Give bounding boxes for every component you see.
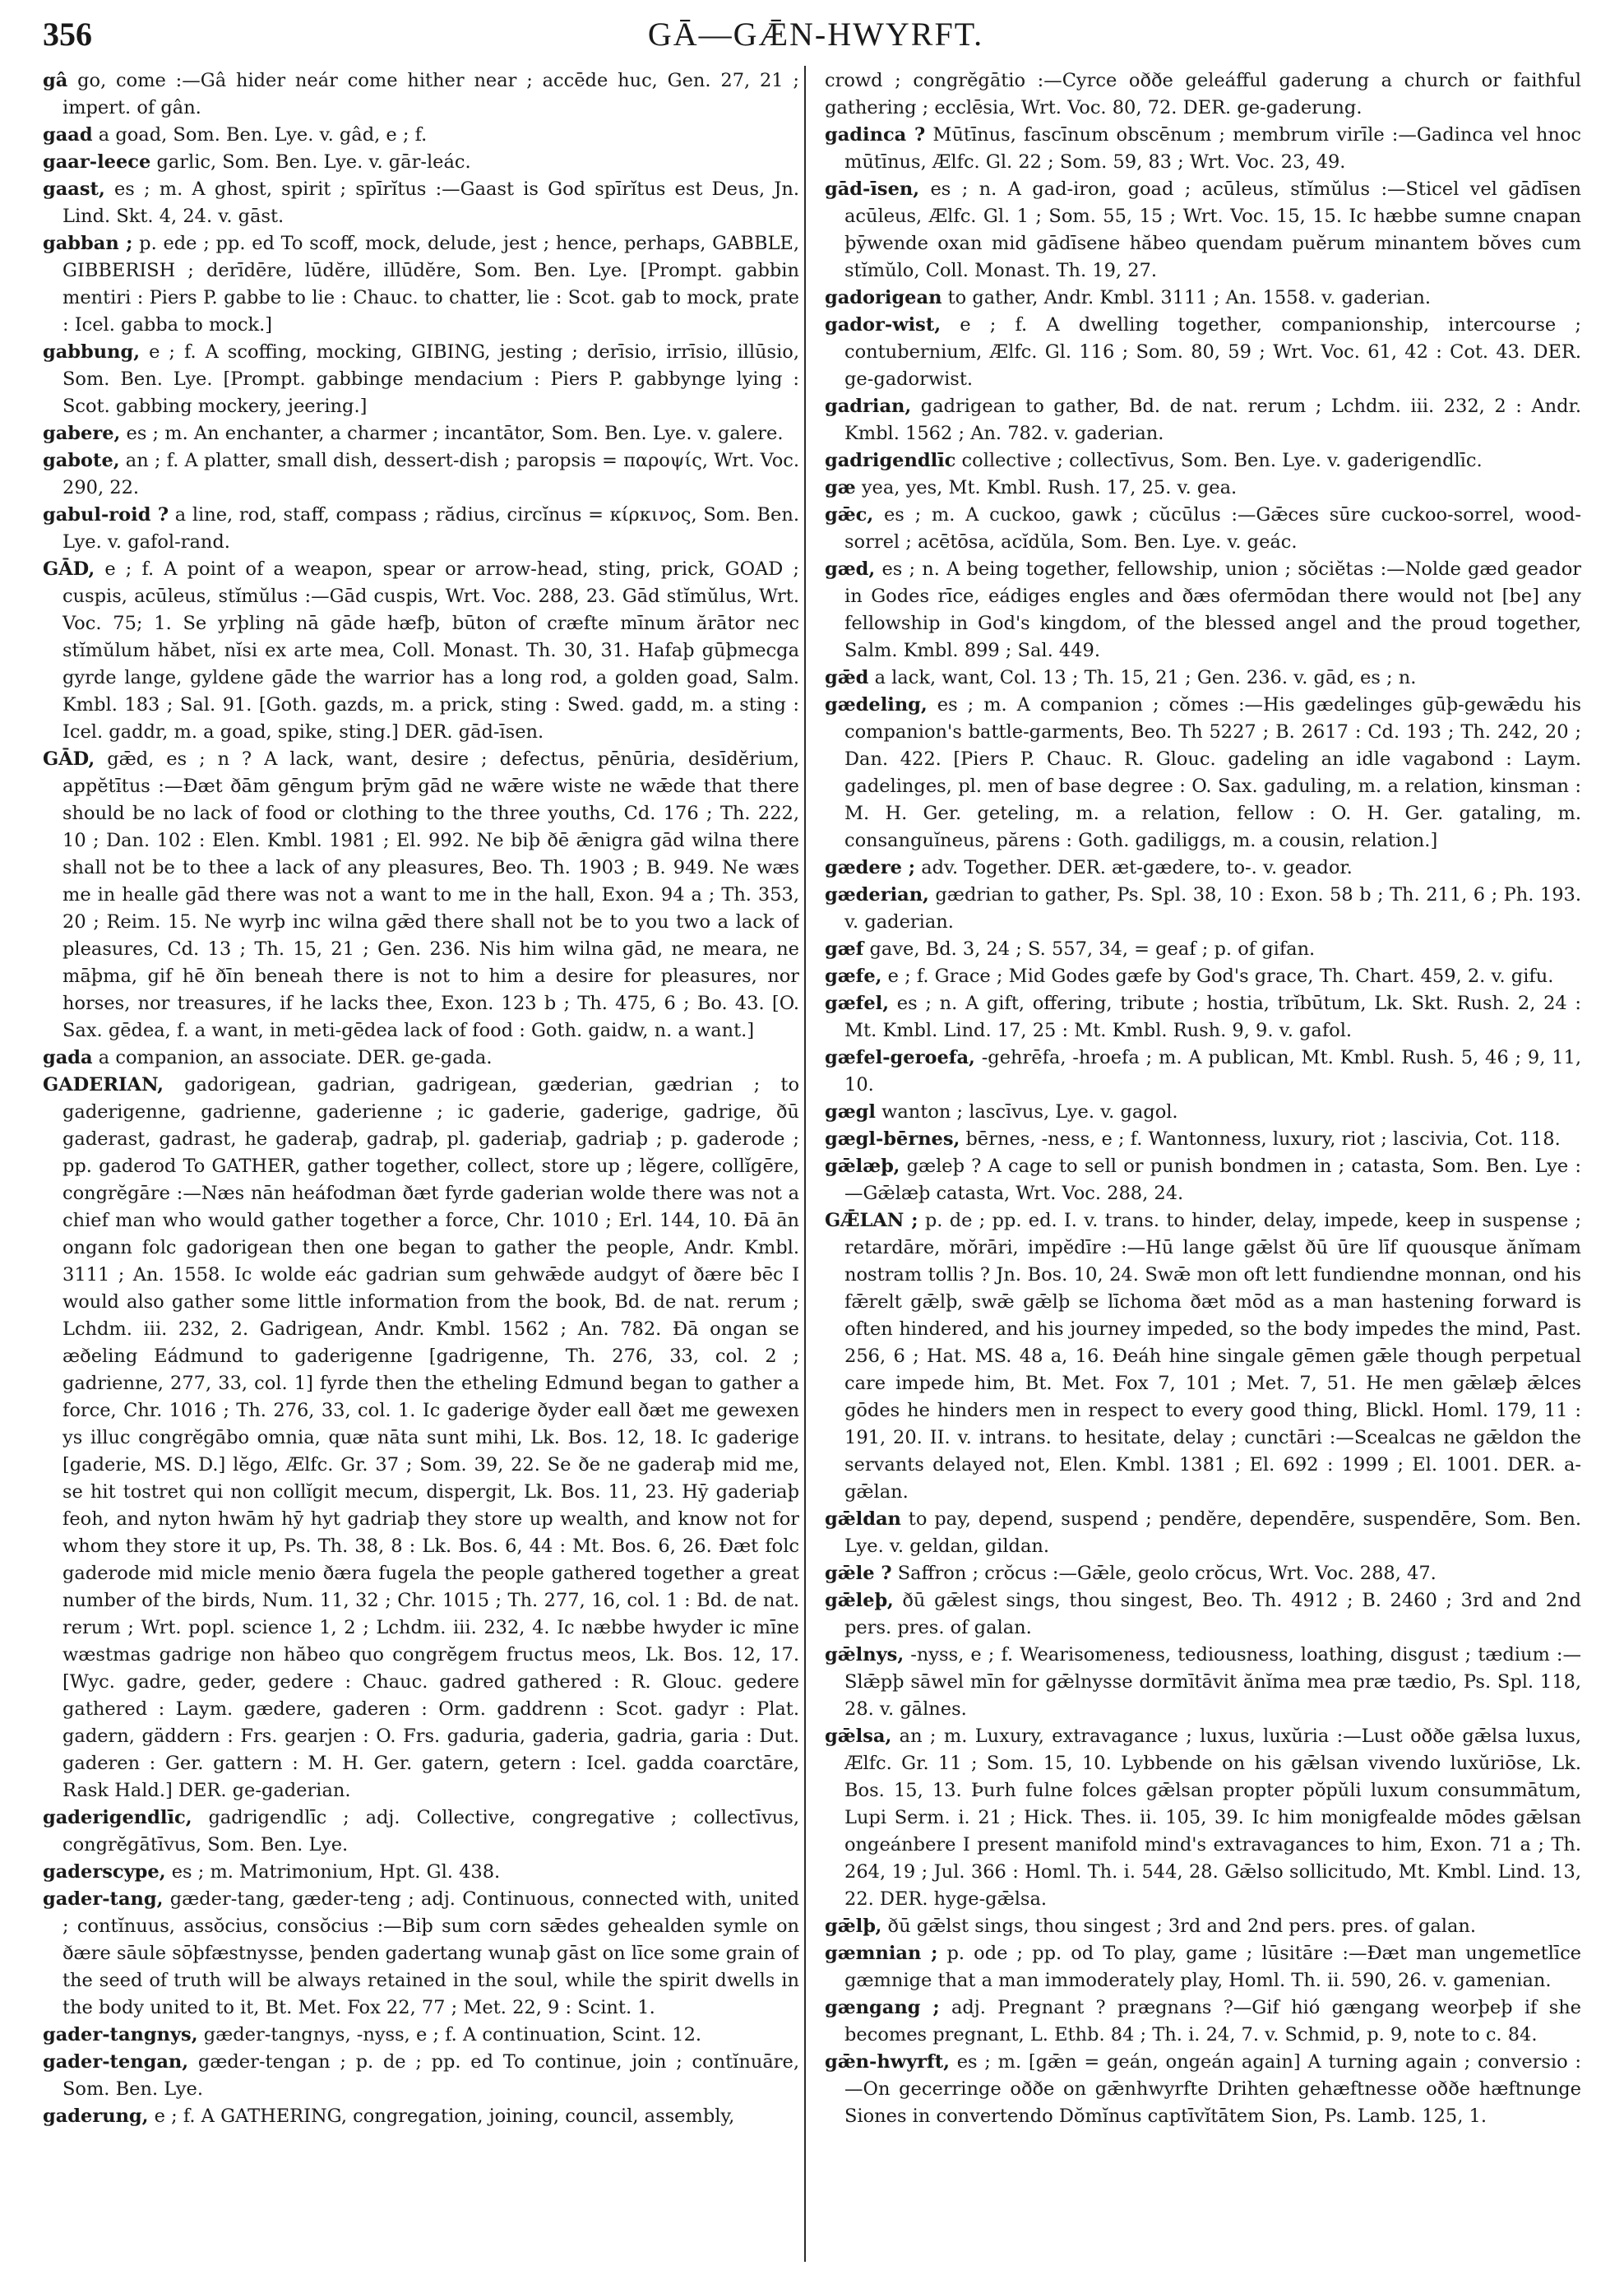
- entry-headword: gaderscype,: [43, 1861, 166, 1883]
- dictionary-entry: [43, 420, 799, 447]
- entry-headword: gadorigean: [825, 287, 942, 308]
- dictionary-entry: [825, 447, 1581, 475]
- dictionary-entry: [43, 746, 799, 1045]
- entry-text: garlic, Som. Ben. Lye. v. gār-leác.: [156, 151, 471, 173]
- entry-headword: gader-tangnys,: [43, 2024, 198, 2045]
- entry-headword: gǣldan: [825, 1508, 901, 1530]
- entry-text: gǣd, es ; n ? A lack, want, desire ; defectus, pēnūria, desīdĕrium, appĕtītus :—Ðæt ðām gēngum þrȳm gād ne wǣre wiste ne wǣde that there should be no lack of food or clothing to the three youths, Cd. 176 ; Th. 222, 10 ; Dan. 102 : Elen. Kmbl. 1981 ; El. 992. Ne biþ ðē ǣnigra gād wilna there shall not be to thee a lack of any pleasures, Beo. Th. 1903 ; B. 949. Ne wæs me in healle gād there was not a want to me in the hall, Exon. 94 a ; Th. 353, 20 ; Reim. 15. Ne wyrþ inc wilna gǣd there shall not be to you two a lack of pleasures, Cd. 13 ; Th. 15, 21 ; Gen. 236. Nis him wilna gād, ne meara, ne māþma, gif hē ðīn beneah there is not to him a desire for pleasures, nor horses, nor treasures, if he lacks thee, Exon. 123 b ; Th. 475, 6 ; Bo. 43. [O. Sax. gēdea, f. a want, in meti-gēdea lack of food : Goth. gaidw, n. a want.]: [62, 748, 799, 1041]
- entry-text: es ; m. A cuckoo, gawk ; cŭcūlus :—Gǣces sūre cuckoo-sorrel, wood-sorrel ; acētōsa, acĭdŭla, Som. Ben. Lye. v. geác.: [844, 504, 1581, 553]
- entry-headword: gæfe,: [825, 966, 882, 987]
- dictionary-entry: [825, 692, 1581, 855]
- entry-text: es ; m. A companion ; cŏmes :—His gædelinges gūþ-gewǣdu his companion's battle-garments, Beo. Th 5227 ; B. 2617 : Cd. 193 ; Th. 242, 20 ; Dan. 422. [Piers P. Chauc. R. Glouc. gadeling an idle vagabond : Laym. gadelinges, pl. men of base degree : O. Sax. gaduling, m. a relation, kinsman : M. H. Ger. geteling, m. a relation, fellow : O. H. Ger. gataling, m. consanguĭneus, părens : Goth. gadiliggs, m. a cousin, relation.]: [844, 694, 1581, 851]
- dictionary-entry: [825, 1723, 1581, 1913]
- entry-text: e ; f. Grace ; Mid Godes gæfe by God's grace, Th. Chart. 459, 2. v. gifu.: [887, 966, 1554, 987]
- entry-headword: gǣleþ,: [825, 1590, 894, 1611]
- dictionary-entry: [43, 2022, 799, 2049]
- dictionary-entry: [825, 1506, 1581, 1560]
- dictionary-entry: [43, 1859, 799, 1886]
- entry-headword: gadinca ?: [825, 124, 926, 146]
- entry-text: a goad, Som. Ben. Lye. v. gâd, e ; f.: [98, 124, 428, 146]
- dictionary-entry: [43, 556, 799, 746]
- dictionary-entry: [825, 176, 1581, 285]
- entry-headword: gæmnian ;: [825, 1943, 938, 1964]
- entry-text: adj. Pregnant ? prægnans ?—Gif hió gængang weorþeþ if she becomes pregnant, L. Ethb. 84 ; Th. i. 24, 7. v. Schmid, p. 9, note to c. 84.: [844, 1997, 1581, 2045]
- dictionary-entry: [825, 1099, 1581, 1126]
- entry-text: ðū gǣlst sings, thou singest ; 3rd and 2nd pers. pres. of galan.: [887, 1916, 1477, 1937]
- dictionary-entry: [825, 2049, 1581, 2130]
- entry-headword: gabere,: [43, 423, 121, 444]
- dictionary-entry: [43, 1072, 799, 1804]
- entry-text: -nyss, e ; f. Wearisomeness, tediousness, loathing, disgust ; tædium :—Slǣpþ sāwel mīn for gǣlnysse dormītāvit ănĭma mea præ tædio, Ps. Spl. 118, 28. v. gālnes.: [844, 1644, 1581, 1720]
- entry-text: es ; m. A ghost, spirit ; spīrĭtus :—Gaast is God spīrĭtus est Deus, Jn. Lind. Skt. 4, 24. v. gāst.: [62, 178, 799, 227]
- dictionary-entry: [825, 475, 1581, 502]
- entry-text: a line, rod, staff, compass ; rădius, circĭnus = κίρκινος, Som. Ben. Lye. v. gafol-rand.: [62, 504, 799, 553]
- page-number: 356: [43, 16, 92, 53]
- entry-headword: gǣlsa,: [825, 1726, 892, 1747]
- entry-headword: gadrigendlīc: [825, 450, 956, 471]
- entry-text: bērnes, -ness, e ; f. Wantonness, luxury, riot ; lascivia, Cot. 118.: [965, 1128, 1561, 1150]
- entry-text: yea, yes, Mt. Kmbl. Rush. 17, 25. v. gea.: [861, 477, 1238, 498]
- entry-text: gadrigean to gather, Bd. de nat. rerum ; Lchdm. iii. 232, 2 : Andr. Kmbl. 1562 ; An. 782. v. gaderian.: [844, 396, 1581, 444]
- entry-text: es ; m. Matrimonium, Hpt. Gl. 438.: [171, 1861, 501, 1883]
- entry-headword: gaad: [43, 124, 93, 146]
- dictionary-entry: [825, 1994, 1581, 2049]
- entry-headword: gader-tengan,: [43, 2051, 189, 2073]
- entry-headword: gâ: [43, 70, 68, 91]
- entry-headword: gadrian,: [825, 396, 912, 417]
- entry-text: e ; f. A scoffing, mocking, GIBING, jesting ; derīsio, irrīsio, illūsio, Som. Ben. Lye. [Prompt. gabbinge mendacium : Piers P. gabbynge lying : Scot. gabbing mockery, jeering.]: [62, 341, 799, 417]
- entry-text: gæleþ ? A cage to sell or punish bondmen in ; catasta, Som. Ben. Lye :—Gǣlæþ catasta, Wrt. Voc. 288, 24.: [844, 1156, 1581, 1204]
- dictionary-entry: [825, 1207, 1581, 1506]
- entry-headword: gaderigendlīc,: [43, 1807, 192, 1828]
- entry-text: es ; n. A gad-iron, goad ; acūleus, stĭmŭlus :—Sticel vel gādīsen acūleus, Ælfc. Gl. 1 ; Som. 55, 15 ; Wrt. Voc. 15, 15. Ic hæbbe sumne cnapan þȳwende oxan mid gādīsene hăbeo quendam puĕrum minantem bŏves cum stĭmŭlo, Coll. Monast. Th. 19, 27.: [844, 178, 1581, 281]
- entry-headword: gægl: [825, 1101, 876, 1123]
- entry-text: collective ; collectīvus, Som. Ben. Lye. v. gaderigendlīc.: [961, 450, 1483, 471]
- entry-text: p. de ; pp. ed. I. v. trans. to hinder, delay, impede, keep in suspense ; retardāre, mŏrāri, impĕdīre :—Hū lange gǣlst ðū ūre līf quousque ănĭmam nostram tollis ? Jn. Bos. 10, 24. Swǣ mon oft lett fundiendne monnan, ond his fǣrelt gǣlþ, swǣ gǣlþ se līchoma ðæt mōd as a man hastening forward is often hindered, and his journey impeded, so the body impedes the mind, Past. 256, 6 ; Hat. MS. 48 a, 16. Ðeáh hine singale gēmen gǣle though perpetual care impede him, Bt. Met. Fox 7, 101 ; Met. 7, 51. He men gǣlæþ ǣlces gōdes he hinders men in respect to every good thing, Blickl. Homl. 179, 11 : 191, 20. II. v. intrans. to hesitate, delay ; cunctāri :—Scealcas ne gǣldon the servants delayed not, Elen. Kmbl. 1381 ; El. 692 : 1999 ; El. 1001. DER. a-gǣlan.: [844, 1210, 1581, 1503]
- entry-headword: gabbung,: [43, 341, 141, 363]
- entry-headword: gǣc,: [825, 504, 874, 526]
- dictionary-entry: [825, 1940, 1581, 1994]
- dictionary-entry: [43, 230, 799, 339]
- dictionary-entry: [825, 1126, 1581, 1153]
- entry-headword: gǣlþ,: [825, 1916, 882, 1937]
- dictionary-entry: [825, 393, 1581, 447]
- entry-headword: gæderian,: [825, 884, 929, 906]
- entry-text: gæder-tang, gæder-teng ; adj. Continuous, connected with, united ; contĭnuus, assŏcius, consŏcius :—Biþ sum corn sǣdes gehealden symle on ðære sāule sōþfæstnysse, þenden gadertang wunaþ gāst on līce some grain of the seed of truth will be always retained in the soul, while the spirit dwells in the body united to it, Bt. Met. Fox 22, 77 ; Met. 22, 9 : Scint. 1.: [62, 1888, 799, 2018]
- dictionary-entry: [825, 1913, 1581, 1940]
- dictionary-entry: [825, 312, 1581, 393]
- entry-headword: gæfel-geroefa,: [825, 1047, 975, 1068]
- dictionary-entry: [43, 1045, 799, 1072]
- entry-headword: gada: [43, 1047, 93, 1068]
- dictionary-entry: [825, 1560, 1581, 1587]
- entry-headword: gæf: [825, 938, 864, 960]
- entry-text: to gather, Andr. Kmbl. 3111 ; An. 1558. v. gaderian.: [947, 287, 1432, 308]
- entry-headword: GADERIAN,: [43, 1074, 164, 1096]
- dictionary-entry: [825, 1587, 1581, 1642]
- dictionary-entry: [825, 990, 1581, 1045]
- entry-text: gæder-tangnys, -nyss, e ; f. A continuation, Scint. 12.: [203, 2024, 702, 2045]
- dictionary-entry: [43, 1804, 799, 1859]
- entry-headword: gǣlnys,: [825, 1644, 905, 1665]
- entry-text: gæder-tengan ; p. de ; pp. ed To continue, join ; contĭnuāre, Som. Ben. Lye.: [62, 2051, 799, 2100]
- dictionary-column-left: [43, 67, 799, 2263]
- entry-headword: gador-wist,: [825, 314, 942, 336]
- entry-text: p. ede ; pp. ed To scoff, mock, delude, jest ; hence, perhaps, GABBLE, GIBBERISH ; derīdēre, lūdĕre, illūdĕre, Som. Ben. Lye. [Prompt. gabbin mentiri : Piers P. gabbe to lie : Chauc. to chatter, lie : Scot. gab to mock, prate : Icel. gabba to mock.]: [62, 233, 799, 336]
- entry-headword: gæd,: [825, 558, 876, 580]
- entry-headword: gǣle ?: [825, 1563, 892, 1584]
- entry-headword: gabul-roid ?: [43, 504, 169, 526]
- page-header: [43, 12, 1589, 61]
- entry-headword: gader-tang,: [43, 1888, 164, 1910]
- entry-text: gædrian to gather, Ps. Spl. 38, 10 : Exon. 58 b ; Th. 211, 6 ; Ph. 193. v. gaderian.: [844, 884, 1581, 933]
- entry-headword: gǣd: [825, 667, 869, 688]
- dictionary-entry: [825, 122, 1581, 176]
- dictionary-entry: [825, 882, 1581, 936]
- entry-headword: gæ: [825, 477, 856, 498]
- entry-text: go, come :—Gâ hider neár come hither near ; accēde huc, Gen. 27, 21 ; impert. of gân.: [62, 70, 799, 118]
- dictionary-entry: [825, 556, 1581, 665]
- entry-text: Mūtīnus, fascīnum obscēnum ; membrum virīle :—Gadinca vel hnoc mūtīnus, Ælfc. Gl. 22 ; Som. 59, 83 ; Wrt. Voc. 23, 49.: [844, 124, 1581, 173]
- dictionary-entry: [43, 149, 799, 176]
- entry-text: to pay, depend, suspend ; pendĕre, dependēre, suspendēre, Som. Ben. Lye. v. geldan, gildan.: [844, 1508, 1581, 1557]
- dictionary-entry: [43, 2049, 799, 2103]
- entry-headword: gād-īsen,: [825, 178, 920, 200]
- dictionary-column-right: [825, 67, 1581, 2263]
- dictionary-entry: [825, 502, 1581, 556]
- entry-text: e ; f. A dwelling together, companionship, intercourse ; contubernium, Ælfc. Gl. 116 ; Som. 80, 59 ; Wrt. Voc. 61, 42 : Cot. 43. DER. ge-gadorwist.: [844, 314, 1581, 390]
- dictionary-entry: [43, 176, 799, 230]
- entry-headword: gaderung,: [43, 2106, 149, 2127]
- dictionary-entry: [825, 936, 1581, 963]
- entry-text: es ; m. An enchanter, a charmer ; incantātor, Som. Ben. Lye. v. galere.: [126, 423, 784, 444]
- entry-text: adv. Together. DER. æt-gædere, to-. v. geador.: [921, 857, 1353, 878]
- entry-text: a lack, want, Col. 13 ; Th. 15, 21 ; Gen. 236. v. gād, es ; n.: [874, 667, 1417, 688]
- dictionary-entry: [825, 963, 1581, 990]
- dictionary-entry: [43, 502, 799, 556]
- dictionary-entry: [43, 339, 799, 420]
- dictionary-entry: [43, 1886, 799, 2022]
- entry-headword: gabote,: [43, 450, 120, 471]
- entry-headword: gaast,: [43, 178, 105, 200]
- entry-headword: gǣlæþ,: [825, 1156, 900, 1177]
- entry-text: Saffron ; crŏcus :—Gǣle, geolo crŏcus, Wrt. Voc. 288, 47.: [897, 1563, 1437, 1584]
- dictionary-entry: [825, 67, 1581, 122]
- entry-text: gadrigendlīc ; adj. Collective, congregative ; collectīvus, congrĕgātīvus, Som. Ben. Lye.: [62, 1807, 799, 1855]
- entry-headword: gabban ;: [43, 233, 133, 254]
- dictionary-entry: [43, 447, 799, 502]
- dictionary-entry: [825, 1045, 1581, 1099]
- entry-text: gave, Bd. 3, 24 ; S. 557, 34, = geaf ; p. of gifan.: [869, 938, 1316, 960]
- dictionary-entry: [43, 2103, 799, 2130]
- entry-headword: GĀD,: [43, 558, 95, 580]
- entry-text: ðū gǣlest sings, thou singest, Beo. Th. 4912 ; B. 2460 ; 3rd and 2nd pers. pres. of galan.: [844, 1590, 1581, 1638]
- dictionary-entry: [825, 665, 1581, 692]
- entry-text: p. ode ; pp. od To play, game ; lūsitāre :—Ðæt man ungemetlīce gæmnige that a man immoderately play, Homl. Th. ii. 590, 26. v. gamenian.: [844, 1943, 1581, 1991]
- entry-headword: gægl-bērnes,: [825, 1128, 960, 1150]
- dictionary-entry: [43, 67, 799, 122]
- entry-text: e ; f. A GATHERING, congregation, joining, council, assembly,: [154, 2106, 735, 2127]
- dictionary-entry: [825, 855, 1581, 882]
- entry-headword: GǢLAN ;: [825, 1210, 918, 1231]
- entry-headword: gaar-leece: [43, 151, 151, 173]
- entry-headword: gædeling,: [825, 694, 928, 716]
- dictionary-entry: [825, 285, 1581, 312]
- entry-text: gadorigean, gadrian, gadrigean, gæderian, gædrian ; to gaderigenne, gadrienne, gaderienne ; ic gaderie, gaderige, gadrige, ðū gaderast, gadrast, he gaderaþ, gadraþ, pl. gaderiaþ, gadriaþ ; p. gaderode ; pp. gaderod To GATHER, gather together, collect, store up ; lĕgere, collĭgēre, congrĕgāre :—Næs nān heáfodman ðæt fyrde gaderian wolde there was not a chief man who would gather together a force, Chr. 1010 ; Erl. 144, 10. Ðā ān ongann folc gadorigean then one began to gather the people, Andr. Kmbl. 3111 ; An. 1558. Ic wolde eác gadrian sum gehwǣde audgyt of ðære bēc I would also gather some little information from the book, Bd. de nat. rerum ; Lchdm. iii. 232, 2. Gadrigean, Andr. Kmbl. 1562 ; An. 782. Ðā ongan se æðeling Eádmund to gaderigenne [gadrigenne, Th. 276, 33, col. 2 ; gadrienne, 277, 33, col. 1] fyrde then the etheling Edmund began to gather a force, Chr. 1016 ; Th. 276, 33, col. 1. Ic gaderige ðyder eall ðæt me gewexen ys illuc congrĕgābo omnia, quæ nāta sunt mihi, Lk. Bos. 12, 18. Ic gaderige [gaderie, MS. D.] lĕgo, Ælfc. Gr. 37 ; Som. 39, 22. Se ðe ne gaderaþ mid me, se hit tostret qui non collĭgit mecum, dispergit, Lk. Bos. 11, 23. Hȳ gaderiaþ feoh, and nyton hwām hȳ hyt gadriaþ they store up wealth, and know not for whom they store it up, Ps. Th. 38, 8 : Lk. Bos. 6, 44 : Mt. Bos. 6, 26. Ðæt folc gaderode mid micle menio ðæra fugela the people gathered together a great number of the birds, Num. 11, 32 ; Chr. 1015 ; Th. 277, 16, col. 1 : Bd. de nat. rerum ; Wrt. popl. science 1, 2 ; Lchdm. iii. 232, 4. Ic næbbe hwyder ic mīne wæstmas gadrige non hăbeo quo congrĕgem fructus meos, Lk. Bos. 12, 17. [Wyc. gadre, geder, gedere : Chauc. gadred gathered : R. Glouc. gedere gathered : Laym. gædere, gaderen : Orm. gaddrenn : Scot. gadyr : Plat. gadern, gäddern : Frs. gearjen : O. Frs. gaduria, gaderia, gadria, garia : Dut. gaderen : Ger. gattern : M. H. Ger. gatern, getern : Icel. gadda coarctāre, Rask Hald.] DER. ge-gaderian.: [62, 1074, 799, 1801]
- entry-text: e ; f. A point of a weapon, spear or arrow-head, sting, prick, GOAD ; cuspis, acūleus, stĭmŭlus :—Gād cuspis, Wrt. Voc. 288, 23. Gād stĭmŭlus, Wrt. Voc. 75; 1. Se yrþling nā gāde hæfþ, būton of cræfte mīnum ărātor nec stĭmŭlum hăbet, nĭsi ex arte mea, Coll. Monast. Th. 30, 31. Hafaþ gūþmecga gyrde lange, gyldene gāde the warrior has a long rod, a golden goad, Salm. Kmbl. 183 ; Sal. 91. [Goth. gazds, m. a prick, sting : Swed. gadd, m. a sting : Icel. gaddr, m. a goad, spike, sting.] DER. gād-īsen.: [62, 558, 799, 743]
- entry-headword: GĀD,: [43, 748, 95, 770]
- entry-text: es ; m. [gǣn = geán, ongeán again] A turning again ; conversio :—On gecerringe oððe on gǣnhwyrfte Drihten gehæftnesse oððe hæftnunge Siones in convertendo Dŏmĭnus captīvĭtātem Sion, Ps. Lamb. 125, 1.: [844, 2051, 1581, 2127]
- entry-text: es ; n. A being together, fellowship, union ; sŏciĕtas :—Nolde gæd geador in Godes rīce, eádiges engles and ðæs ofermōdan there would not [be] any fellowship in God's kingdom, of the blessed angel and the proud together, Salm. Kmbl. 899 ; Sal. 449.: [844, 558, 1581, 661]
- entry-text: es ; n. A gift, offering, tribute ; hostia, trĭbūtum, Lk. Skt. Rush. 2, 24 : Mt. Kmbl. Lind. 17, 25 : Mt. Kmbl. Rush. 9, 9. v. gafol.: [844, 993, 1581, 1041]
- column-divider: [804, 66, 806, 2262]
- dictionary-entry: [825, 1642, 1581, 1723]
- running-head: GĀ—GǢN-HWYRFT.: [647, 16, 984, 53]
- dictionary-entry: [825, 1153, 1581, 1207]
- entry-headword: gæfel,: [825, 993, 890, 1014]
- dictionary-entry: [43, 122, 799, 149]
- entry-text: -gehrēfa, -hroefa ; m. A publican, Mt. Kmbl. Rush. 5, 46 ; 9, 11, 10.: [844, 1047, 1581, 1096]
- entry-text: an ; m. Luxury, extravagance ; luxus, luxŭria :—Lust oððe gǣlsa luxus, Ælfc. Gr. 11 ; Som. 15, 10. Lybbende on his gǣlsan vivendo luxŭriōse, Lk. Bos. 15, 13. Þurh fulne folces gǣlsan propter pŏpŭli luxum consummātum, Lupi Serm. i. 21 ; Hick. Thes. ii. 105, 39. Ic him monigfealde mōdes gǣlsan ongeánbere I present manifold mind's extravagances to him, Exon. 71 a ; Th. 264, 19 ; Jul. 366 : Homl. Th. i. 544, 28. Gǣlso sollicitudo, Mt. Kmbl. Lind. 13, 22. DER. hyge-gǣlsa.: [844, 1726, 1581, 1910]
- entry-text: a companion, an associate. DER. ge-gada.: [98, 1047, 493, 1068]
- entry-text: an ; f. A platter, small dish, dessert-dish ; paropsis = παροψίς, Wrt. Voc. 290, 22.: [62, 450, 799, 498]
- entry-headword: gængang ;: [825, 1997, 940, 2018]
- entry-text: wanton ; lascīvus, Lye. v. gagol.: [881, 1101, 1178, 1123]
- entry-text: crowd ; congrĕgātio :—Cyrce oððe geleáfful gaderung a church or faithful gathering ; ecclēsia, Wrt. Voc. 80, 72. DER. ge-gaderung.: [825, 70, 1581, 118]
- entry-headword: gǣn-hwyrft,: [825, 2051, 950, 2073]
- entry-headword: gædere ;: [825, 857, 916, 878]
